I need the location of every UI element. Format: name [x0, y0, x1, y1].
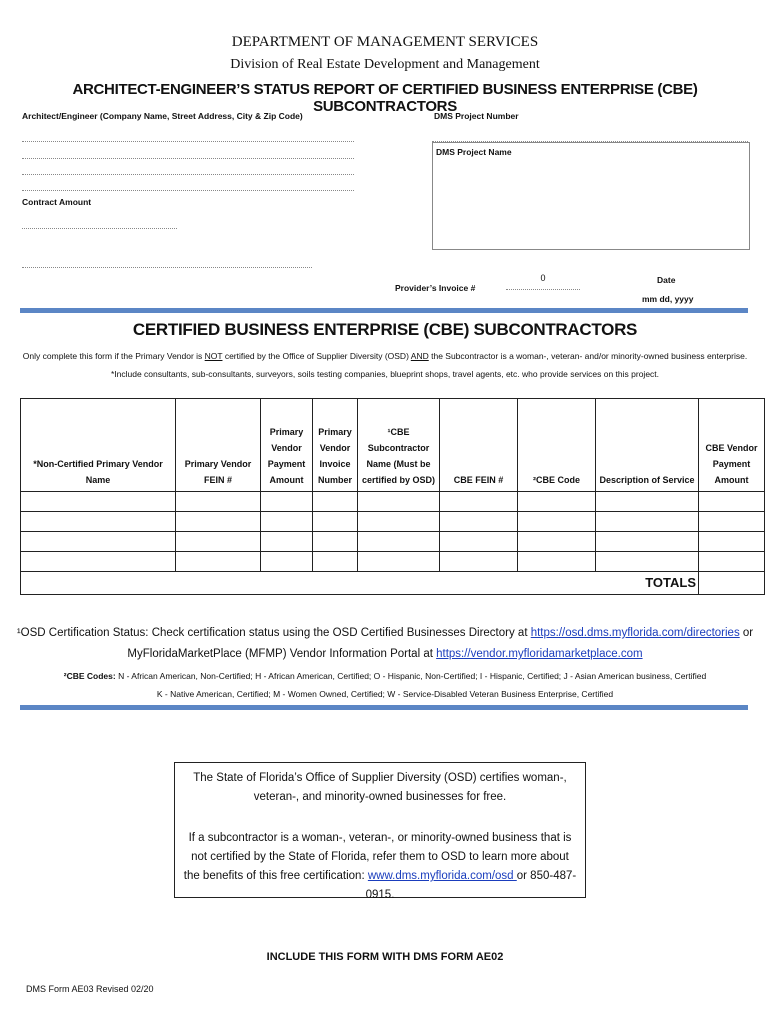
cell[interactable] [261, 512, 313, 532]
col-vendor-fein: Primary Vendor FEIN # [176, 399, 261, 492]
cell[interactable] [358, 532, 440, 552]
cell[interactable] [358, 492, 440, 512]
cell[interactable] [699, 492, 765, 512]
cell[interactable] [358, 512, 440, 532]
table-row [21, 512, 765, 532]
table-header-row [21, 399, 765, 492]
note-and: AND [410, 351, 429, 361]
cell[interactable] [518, 512, 596, 532]
cell[interactable] [518, 492, 596, 512]
cell[interactable] [596, 512, 699, 532]
provider-invoice-value: 0 [540, 273, 546, 283]
cell[interactable] [21, 492, 176, 512]
section-note [0, 351, 770, 361]
cell[interactable] [358, 552, 440, 572]
date-format-label: mm dd, yyyy [642, 294, 694, 304]
cell[interactable] [313, 492, 358, 512]
cbe-codes-line-2: K - Native American, Certified; M - Women Owned, Certified; W - Service-Disabled Veteran Business Enterprise, Certified [156, 689, 614, 699]
osd-or: or [739, 627, 754, 639]
cell[interactable] [176, 492, 261, 512]
date-label: Date [657, 275, 676, 285]
cell[interactable] [699, 532, 765, 552]
cell[interactable] [596, 532, 699, 552]
table-row [21, 552, 765, 572]
dms-project-name-box[interactable] [432, 142, 750, 250]
mfmp-footnote-text: MyFloridaMarketPlace (MFMP) Vendor Information Portal at [127, 648, 437, 660]
dms-project-number-label: DMS Project Number [434, 111, 519, 121]
dms-project-name-label: DMS Project Name [436, 147, 512, 157]
totals-value[interactable] [699, 572, 765, 595]
include-form-note: INCLUDE THIS FORM WITH DMS FORM AE02 [266, 951, 504, 963]
section-divider-bottom [20, 705, 748, 710]
info-paragraph-2 [183, 829, 577, 905]
cell[interactable] [699, 552, 765, 572]
cell[interactable] [313, 512, 358, 532]
info-paragraph-2-text: If a subcontractor is a woman-, veteran-, or minority-owned business that is not certified by the State of Florida, refer them to OSD to learn more about the benefits of this free certification: [183, 832, 572, 882]
cell[interactable] [518, 532, 596, 552]
osd-phone: or 850-487-0915. [365, 870, 577, 901]
info-paragraph-1: The State of Florida’s Office of Supplier Diversity (OSD) certifies woman-, veteran-, and minority-owned businesses for free. [193, 772, 567, 803]
contract-amount-field[interactable] [22, 228, 177, 229]
note-not: NOT [204, 351, 223, 361]
mfmp-link[interactable]: https://vendor.myfloridamarketplace.com [436, 648, 643, 660]
division-heading: Division of Real Estate Development and Management [230, 57, 540, 72]
page-title: ARCHITECT-ENGINEER’S STATUS REPORT OF CERTIFIED BUSINESS ENTERPRISE (CBE) SUBCONTRACTORS [72, 81, 698, 115]
cell[interactable] [313, 532, 358, 552]
cell[interactable] [313, 552, 358, 572]
note-text-2: certified by the Office of Supplier Diversity (OSD) [222, 351, 411, 361]
contract-amount-label: Contract Amount [22, 197, 92, 207]
col-cbe-payment: CBE Vendor Payment Amount [699, 399, 765, 492]
note-text-3: the Subcontractor is a woman-, veteran- and/or minority-owned business enterprise. [428, 351, 748, 361]
note-text-1: Only complete this form if the Primary Vendor is [22, 351, 205, 361]
cell[interactable] [440, 512, 518, 532]
cell[interactable] [21, 532, 176, 552]
cell[interactable] [261, 532, 313, 552]
totals-label: TOTALS [21, 572, 699, 595]
subcontractor-table [20, 398, 765, 595]
cell[interactable] [596, 552, 699, 572]
ae-line-1[interactable] [22, 141, 354, 142]
ae-line-3[interactable] [22, 174, 354, 175]
cell[interactable] [518, 552, 596, 572]
osd-info-box [174, 762, 586, 901]
osd-footnote-text: ¹OSD Certification Status: Check certification status using the OSD Certified Businesses Directory at [16, 627, 531, 639]
section-note-2: *Include consultants, sub-consultants, surveyors, soils testing companies, blueprint shops, travel agents, etc. who provide services on this project. [110, 369, 660, 379]
ae-line-4[interactable] [22, 190, 354, 191]
department-heading: DEPARTMENT OF MANAGEMENT SERVICES [231, 34, 539, 50]
col-cbe-code: ²CBE Code [518, 399, 596, 492]
extra-line[interactable] [22, 267, 312, 268]
cbe-codes-text-1: N - African American, Non-Certified; H - African American, Certified; O - Hispanic, Non-Certified; I - Hispanic, Certified; J - Asian American business, Certified [118, 671, 707, 681]
col-cbe-name: ¹CBE Subcontractor Name (Must be certified by OSD) [358, 399, 440, 492]
cell[interactable] [176, 532, 261, 552]
cell[interactable] [176, 552, 261, 572]
cell[interactable] [699, 512, 765, 532]
provider-invoice-field[interactable] [506, 289, 580, 290]
table-row [21, 492, 765, 512]
section-divider-top [20, 308, 748, 313]
col-vendor-invoice: Primary Vendor Invoice Number [313, 399, 358, 492]
cell[interactable] [21, 512, 176, 532]
cell[interactable] [21, 552, 176, 572]
provider-invoice-label: Provider’s Invoice # [395, 283, 476, 293]
cell[interactable] [261, 552, 313, 572]
col-description: Description of Service [596, 399, 699, 492]
osd-footnote [0, 627, 770, 639]
cell[interactable] [596, 492, 699, 512]
section-title: CERTIFIED BUSINESS ENTERPRISE (CBE) SUBCONTRACTORS [132, 320, 638, 339]
mfmp-footnote [0, 648, 770, 660]
col-vendor-name: *Non-Certified Primary Vendor Name [21, 399, 176, 492]
ae-line-2[interactable] [22, 158, 354, 159]
table-row [21, 532, 765, 552]
cell[interactable] [440, 552, 518, 572]
totals-row [21, 572, 765, 595]
cbe-codes-line-1 [0, 671, 770, 681]
cell[interactable] [176, 512, 261, 532]
cell[interactable] [440, 532, 518, 552]
col-cbe-fein: CBE FEIN # [440, 399, 518, 492]
col-vendor-payment: Primary Vendor Payment Amount [261, 399, 313, 492]
cell[interactable] [261, 492, 313, 512]
osd-website-link[interactable]: www.dms.myflorida.com/osd [367, 870, 517, 882]
cbe-codes-label: ²CBE Codes: [63, 671, 119, 681]
form-id: DMS Form AE03 Revised 02/20 [26, 984, 154, 994]
ae-label: Architect/Engineer (Company Name, Street Address, City & Zip Code) [22, 111, 303, 121]
osd-directory-link[interactable]: https://osd.dms.myflorida.com/directories [530, 627, 740, 639]
cell[interactable] [440, 492, 518, 512]
